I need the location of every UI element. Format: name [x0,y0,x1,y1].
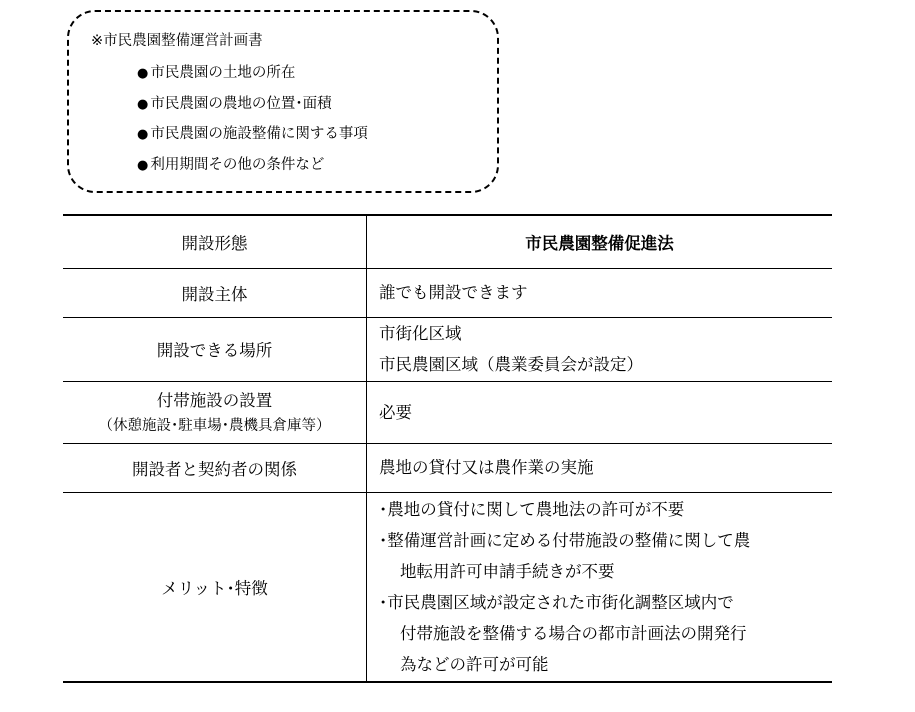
feature-bullet: ･農地の貸付に関して農地法の許可が不要 [379,499,685,519]
row-label-main: 付帯施設の設置 [156,391,273,410]
note-item [137,63,295,84]
row-label [63,381,367,443]
bullet-icon: ● [137,158,149,173]
bullet-icon: ● [137,66,149,81]
feature-bullet: ･市民農園区域が設定された市街化調整区域内で [379,592,734,612]
table-row [63,443,832,492]
row-label: 開設できる場所 [63,317,367,381]
header-value-cell: 市民農園整備促進法 [367,215,833,268]
table-header-row [63,215,832,268]
row-value [367,317,833,381]
row-value [367,443,833,492]
feature-bullet-continuation: 付帯施設を整備する場合の都市計画法の開発行 [400,623,747,643]
row-value [367,268,833,317]
row-value-line: 必要 [379,402,412,422]
note-item-text: 利用期間その他の条件など [150,157,325,173]
bullet-icon: ● [137,127,149,142]
note-item [137,155,324,176]
row-label: メリット･特徴 [63,492,367,682]
note-item-text: 市民農園の農地の位置･面積 [150,96,332,112]
row-value-line: 誰でも開設できます [379,283,528,302]
row-value [367,381,833,443]
note-title: ※市民農園整備運営計画書 [91,33,263,49]
table-row [63,492,832,682]
note-item [137,94,332,115]
note-item [137,124,368,145]
header-label-cell: 開設形態 [63,215,367,268]
row-value-line: 市街化区域 [379,324,462,343]
row-value-line: 市民農園区域（農業委員会が設定） [379,355,643,374]
feature-bullet-continuation: 地転用許可申請手続きが不要 [400,561,615,581]
comparison-table [63,214,832,683]
table-row [63,317,832,381]
table-row [63,381,832,443]
note-item-text: 市民農園の土地の所在 [150,65,296,81]
row-label-sub: （休憩施設･駐車場･農機具倉庫等） [98,418,331,434]
row-label: 開設主体 [63,268,367,317]
table-row [63,268,832,317]
bullet-icon: ● [137,97,149,112]
row-value [367,492,833,682]
row-value-line: 農地の貸付又は農作業の実施 [379,458,594,477]
row-label: 開設者と契約者の関係 [63,443,367,492]
feature-bullet: ･整備運営計画に定める付帯施設の整備に関して農 [379,530,751,550]
feature-bullet-continuation: 為などの許可が可能 [400,654,549,674]
plan-note-box [67,10,499,193]
note-item-text: 市民農園の施設整備に関する事項 [150,126,368,142]
